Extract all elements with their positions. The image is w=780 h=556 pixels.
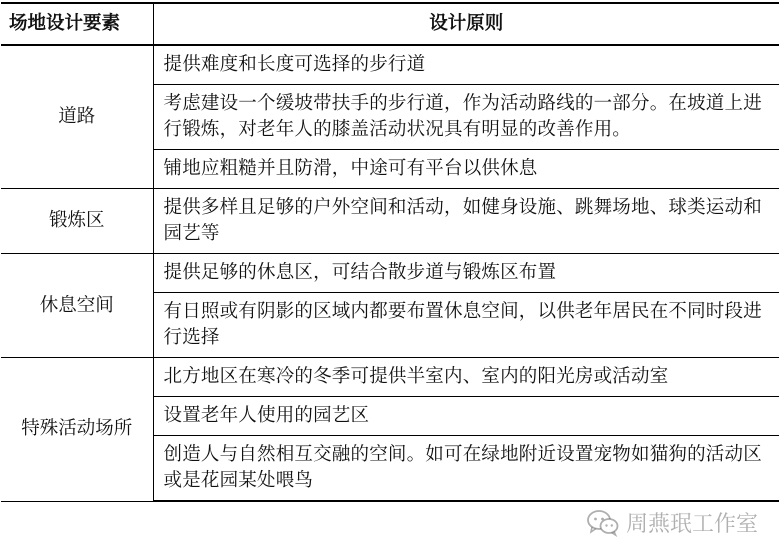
principle-cell: 考虑建设一个缓坡带扶手的步行道，作为活动路线的一部分。在坡道上进行锻炼，对老年人的膝盖活动状况具有明显的改善作用。 <box>153 85 779 150</box>
principle-cell: 设置老年人使用的园艺区 <box>153 397 779 436</box>
principle-cell: 提供足够的休息区，可结合散步道与锻炼区布置 <box>153 254 779 293</box>
watermark-text: 周燕珉工作室 <box>625 512 758 537</box>
table-header-row <box>1 3 779 45</box>
area-cell-rest: 休息空间 <box>1 254 153 358</box>
principle-cell: 有日照或有阴影的区域内都要布置休息空间，以供老年居民在不同时段进行选择 <box>153 293 779 358</box>
header-area: 场地设计要素 <box>1 3 153 45</box>
principle-cell: 创造人与自然相互交融的空间。如可在绿地附近设置宠物如猫狗的活动区或是花园某处喂鸟 <box>153 436 779 502</box>
design-principles-table <box>1 2 779 502</box>
table-row <box>1 254 779 293</box>
area-cell-road: 道路 <box>1 45 153 189</box>
table-row <box>1 45 779 85</box>
area-cell-exercise: 锻炼区 <box>1 189 153 254</box>
table-row <box>1 189 779 254</box>
table-row <box>1 358 779 397</box>
header-principle: 设计原则 <box>153 3 779 45</box>
area-cell-special: 特殊活动场所 <box>1 358 153 502</box>
principle-cell: 提供难度和长度可选择的步行道 <box>153 45 779 85</box>
principle-cell: 提供多样且足够的户外空间和活动，如健身设施、跳舞场地、球类运动和园艺等 <box>153 189 779 254</box>
principle-cell: 北方地区在寒冷的冬季可提供半室内、室内的阳光房或活动室 <box>153 358 779 397</box>
principle-cell: 铺地应粗糙并且防滑，中途可有平台以供休息 <box>153 150 779 189</box>
